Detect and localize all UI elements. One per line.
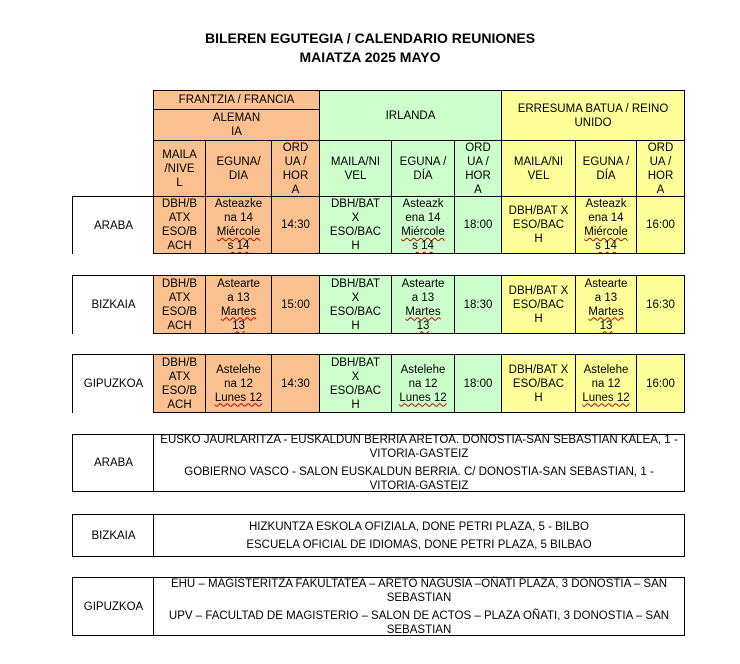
location-region-gipuzkoa: GIPUZKOA bbox=[72, 577, 154, 636]
header-hour-france: ORD UA / HOR A bbox=[271, 140, 320, 197]
location-region-araba: ARABA bbox=[72, 434, 154, 492]
level-ireland-gipuzkoa: DBH/BAT X ESO/BAC H bbox=[319, 354, 392, 413]
location-araba-line2: GOBIERNO VASCO - SALON EUSKALDUN BERRIA. C/ DONOSTIA-SAN SEBASTIAN, 1 - VITORIA-GASTEIZ bbox=[184, 466, 654, 492]
level-france-gipuzkoa: DBH/B ATX ESO/B ACH bbox=[153, 354, 206, 413]
location-bizkaia-line2: ESCUELA OFICIAL DE IDIOMAS, DONE PETRI PLAZA, 5 BILBAO bbox=[246, 538, 592, 551]
location-araba bbox=[153, 434, 685, 492]
location-araba-line1: EUSKO JAURLARITZA - EUSKALDUN BERRIA ARETOA. DONOSTIA-SAN SEBASTIAN KALEA, 1 - VITORIA-GASTEIZ bbox=[160, 434, 678, 460]
hour-france-araba: 14:30 bbox=[271, 196, 320, 254]
page-title: BILEREN EGUTEGIA / CALENDARIO REUNIONES bbox=[204, 30, 536, 46]
country-ireland: IRLANDA bbox=[319, 90, 502, 141]
day-france-araba: Asteazke na 14 Miércole s 14 bbox=[205, 196, 272, 254]
row-region-bizkaia: BIZKAIA bbox=[72, 275, 154, 334]
country-france: FRANTZIA / FRANCIA bbox=[153, 90, 320, 110]
header-day-uk: EGUNA / DÍA bbox=[575, 140, 637, 197]
day-ireland-araba: Asteazk ena 14 Miércole s 14 bbox=[391, 196, 455, 254]
row-region-gipuzkoa: GIPUZKOA bbox=[72, 354, 154, 413]
hour-uk-bizkaia: 16:30 bbox=[636, 275, 685, 334]
country-uk: ERRESUMA BATUA / REINO UNIDO bbox=[501, 90, 685, 141]
hour-ireland-gipuzkoa: 18:00 bbox=[454, 354, 502, 413]
location-region-bizkaia: BIZKAIA bbox=[72, 514, 154, 557]
location-gipuzkoa-line1: EHU – MAGISTERITZA FAKULTATEA – ARETO NAGUSIA –OÑATI PLAZA, 3 DONOSTIA – SAN SEBASTIAN bbox=[170, 577, 668, 604]
level-france-bizkaia: DBH/B ATX ESO/B ACH bbox=[153, 275, 206, 334]
hour-france-bizkaia: 15:00 bbox=[271, 275, 320, 334]
header-hour-ireland: ORD UA / HOR A bbox=[454, 140, 502, 197]
country-germany: ALEMAN IA bbox=[153, 109, 320, 141]
page-subtitle: MAIATZA 2025 MAYO bbox=[299, 49, 441, 65]
header-level-france: MAILA /NIVE L bbox=[153, 140, 206, 197]
day-ireland-gipuzkoa: Astelehe na 12 Lunes 12 bbox=[391, 354, 455, 413]
hour-uk-gipuzkoa: 16:00 bbox=[636, 354, 685, 413]
level-ireland-bizkaia: DBH/BAT X ESO/BAC H bbox=[319, 275, 392, 334]
hour-ireland-araba: 18:00 bbox=[454, 196, 502, 254]
hour-uk-araba: 16:00 bbox=[636, 196, 685, 254]
header-level-uk: MAILA/NI VEL bbox=[501, 140, 576, 197]
location-gipuzkoa-line2: UPV – FACULTAD DE MAGISTERIO – SALON DE ACTOS – PLAZA OÑATI, 3 DONOSTIA – SAN SEBASTIAN bbox=[168, 609, 670, 636]
location-bizkaia-line1: HIZKUNTZA ESKOLA OFIZIALA, DONE PETRI PLAZA, 5 - BILBO bbox=[249, 520, 589, 533]
location-gipuzkoa bbox=[153, 577, 685, 636]
header-day-ireland: EGUNA / DÍA bbox=[391, 140, 455, 197]
day-france-bizkaia: Astearte a 13 Martes 13 bbox=[205, 275, 272, 334]
location-bizkaia bbox=[153, 514, 685, 557]
day-ireland-bizkaia: Astearte a 13 Martes 13 bbox=[391, 275, 455, 334]
level-france-araba: DBH/B ATX ESO/B ACH bbox=[153, 196, 206, 254]
header-day-france: EGUNA/ DIA bbox=[205, 140, 272, 197]
level-uk-bizkaia: DBH/BAT X ESO/BAC H bbox=[501, 275, 576, 334]
day-uk-araba: Asteazk ena 14 Miércole s 14 bbox=[575, 196, 637, 254]
header-level-ireland: MAILA/NI VEL bbox=[319, 140, 392, 197]
level-uk-gipuzkoa: DBH/BAT X ESO/BAC H bbox=[501, 354, 576, 413]
day-uk-gipuzkoa: Astelehe na 12 Lunes 12 bbox=[575, 354, 637, 413]
header-hour-uk: ORD UA / HOR A bbox=[636, 140, 685, 197]
hour-france-gipuzkoa: 14:30 bbox=[271, 354, 320, 413]
level-uk-araba: DBH/BAT X ESO/BAC H bbox=[501, 196, 576, 254]
row-region-araba: ARABA bbox=[72, 196, 154, 254]
day-france-gipuzkoa: Astelehe na 12 Lunes 12 bbox=[205, 354, 272, 413]
level-ireland-araba: DBH/BAT X ESO/BAC H bbox=[319, 196, 392, 254]
hour-ireland-bizkaia: 18:30 bbox=[454, 275, 502, 334]
day-uk-bizkaia: Astearte a 13 Martes 13 bbox=[575, 275, 637, 334]
